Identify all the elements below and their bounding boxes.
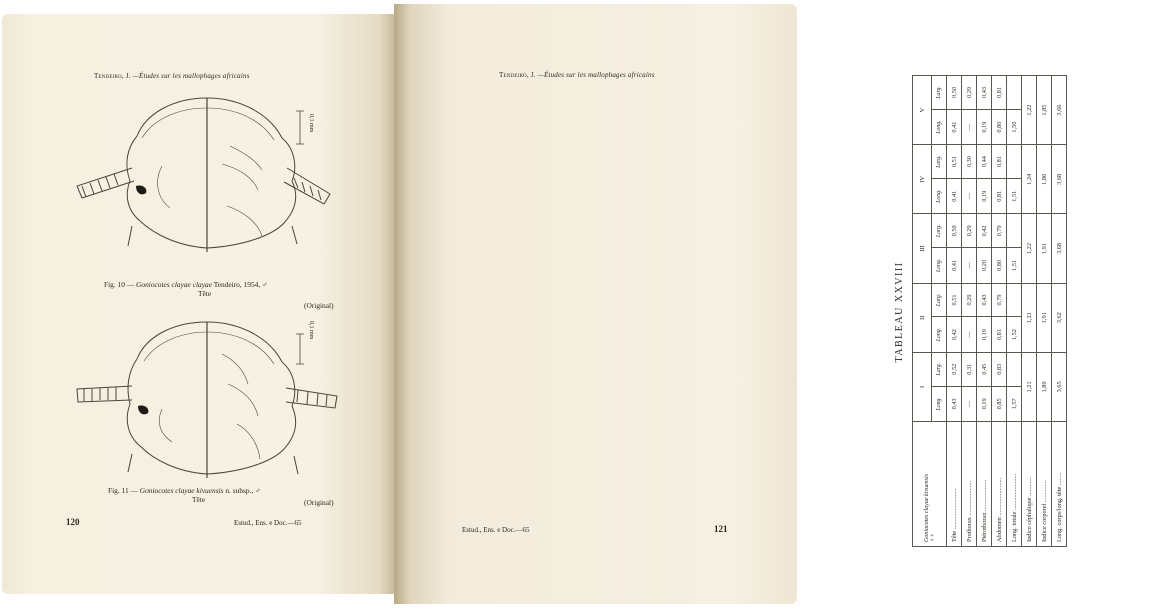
table-cell: 0,20 (977, 248, 992, 283)
figure-10-subtitle: Tête (198, 289, 212, 298)
table-cell: 1,50 (1007, 109, 1022, 144)
table-cell: 0,42 (977, 214, 992, 248)
running-head-left (94, 72, 250, 80)
table-cell: 0,80 (992, 248, 1007, 283)
table-title: TABLEAU XXVIII (894, 261, 905, 363)
index-cell: 3,65 (1052, 352, 1067, 421)
subheader-long: Long. (932, 386, 947, 421)
table-cell: 0,83 (992, 352, 1007, 386)
index-cell: 3,66 (1052, 76, 1067, 145)
row-label: Indice corporel .............. (1037, 422, 1052, 547)
figure-10-author-year: Tendeiro, 1954, ♂ (213, 280, 268, 289)
running-head-title: —Études sur les mallophages africains (132, 72, 250, 80)
subheader-long: Long. (932, 179, 947, 214)
table-cell: 0,19 (977, 386, 992, 421)
footer-right: Estud., Ens. e Doc.—65 (462, 526, 530, 534)
right-page (394, 4, 1063, 604)
figure-11-caption: Fig. 11 — Goniocotes clayae kivuensis n. subsp., ♂ (108, 486, 261, 495)
subheader-long: Long. (932, 317, 947, 352)
figure-10-species: Goniocotes clayae clayae (136, 280, 212, 289)
table-cell: 0,29 (962, 214, 977, 248)
table-cell: 0,51 (947, 283, 962, 317)
running-head-author: Tendeiro, J. (94, 72, 131, 80)
figure-11-subtitle: Tête (192, 495, 206, 504)
table-cell (1007, 352, 1022, 386)
table-row (977, 76, 992, 547)
table-cell: 0,52 (947, 352, 962, 386)
table-row (962, 76, 977, 547)
table-cell: 0,79 (992, 214, 1007, 248)
table-cell: 0,29 (962, 76, 977, 110)
table-cell: 1,57 (1007, 386, 1022, 421)
table-cell: 0,19 (977, 317, 992, 352)
index-cell: 1,22 (1022, 76, 1037, 145)
table-cell: 0,43 (977, 76, 992, 110)
table-cell: 0,41 (947, 109, 962, 144)
row-label: Abdomen ........................ (992, 422, 1007, 547)
left-page (2, 14, 394, 594)
index-cell: 1,22 (1022, 214, 1037, 283)
table-cell: — (962, 179, 977, 214)
table-cell: 0,43 (977, 283, 992, 317)
table-cell: 0,81 (992, 179, 1007, 214)
row-label: Long. corps/long. tête ........ (1052, 422, 1067, 547)
index-cell: 1,89 (1037, 352, 1052, 421)
table-cell: — (962, 317, 977, 352)
index-rows (1022, 76, 1067, 547)
table-cell (1007, 283, 1022, 317)
table-cell: 0,50 (947, 76, 962, 110)
figure-10-label: Fig. 10 (104, 280, 125, 289)
table-row (1007, 76, 1022, 547)
index-row (1037, 76, 1052, 547)
table-cell: 0,31 (962, 352, 977, 386)
table-cell: 0,19 (977, 109, 992, 144)
index-cell: 3,68 (1052, 214, 1067, 283)
table-row (947, 76, 962, 547)
table-cell: 0,19 (977, 179, 992, 214)
table-cell: 0,79 (992, 283, 1007, 317)
index-cell: 1,21 (1022, 283, 1037, 352)
figure-10-source: (Original) (304, 301, 334, 310)
running-head-right (499, 71, 655, 79)
figure-11-species: Goniocotes clayae kivuensis (139, 486, 224, 495)
group-header: II (913, 283, 932, 352)
running-head-author: Tendeiro, J. (499, 71, 536, 79)
figure-10-caption: Fig. 10 — Goniocotes clayae clayae Tendeiro, 1954, ♂ (104, 280, 268, 289)
table-cell: 1,52 (1007, 317, 1022, 352)
figure-11-source: (Original) (304, 498, 334, 507)
table-cell: 0,81 (992, 145, 1007, 179)
table-cell (1007, 214, 1022, 248)
table-cell: 0,29 (962, 283, 977, 317)
table-cell: 0,81 (992, 76, 1007, 110)
running-head-title: —Études sur les mallophages africains (537, 71, 655, 79)
index-cell: 1,85 (1037, 76, 1052, 145)
figure-10-scale-label: 0,1 mm (308, 114, 314, 133)
group-header: IV (913, 145, 932, 214)
row-label: Tête .......................... (947, 422, 962, 547)
measurements-table (912, 75, 1067, 547)
index-cell: 3,62 (1052, 283, 1067, 352)
table-cell: 1,51 (1007, 248, 1022, 283)
species-name: Goniocotes clayae kivuensis (923, 474, 930, 542)
figure-11-label: Fig. 11 (108, 486, 129, 495)
subheader-larg: Larg. (932, 283, 947, 317)
index-cell: 1,86 (1037, 145, 1052, 214)
table-cell: 0,44 (977, 145, 992, 179)
subheader-larg: Larg. (932, 352, 947, 386)
table-species-header (913, 422, 947, 547)
table-cell: 0,50 (947, 214, 962, 248)
index-cell: 1,91 (1037, 214, 1052, 283)
figure-11-subspecies: n. subsp., ♂ (225, 486, 261, 495)
subheader-long: Long. (932, 248, 947, 283)
table-cell: 0,42 (947, 317, 962, 352)
index-cell: 1,24 (1022, 145, 1037, 214)
figure-11-head-drawing (62, 314, 352, 494)
row-label: Prothorax ...................... (962, 422, 977, 547)
table-cell: — (962, 109, 977, 144)
row-label: Ptérothorax .................... (977, 422, 992, 547)
table-cell: 0,41 (947, 179, 962, 214)
table-cell: 0,80 (992, 109, 1007, 144)
table-cell: 0,30 (962, 145, 977, 179)
measure-rows (947, 76, 1022, 547)
group-header: V (913, 76, 932, 145)
table-cell (1007, 76, 1022, 110)
table-cell (1007, 145, 1022, 179)
row-label: Indice céphalique ............ (1022, 422, 1037, 547)
group-header: I (913, 352, 932, 421)
subheader-larg: Larg. (932, 214, 947, 248)
index-cell: 1,91 (1037, 283, 1052, 352)
footer-left: Estud., Ens. e Doc.—65 (234, 519, 302, 527)
rotated-table-block (894, 75, 1149, 549)
table-cell: — (962, 386, 977, 421)
row-label: Long. totale ....................... (1007, 422, 1022, 547)
table-row (992, 76, 1007, 547)
index-cell: 3,68 (1052, 145, 1067, 214)
subheader-larg: Larg. (932, 145, 947, 179)
table-cell: 0,43 (947, 386, 962, 421)
page-number-left: 120 (66, 517, 80, 527)
table-cell: — (962, 248, 977, 283)
figure-11-scale-label: 0,1 mm (308, 321, 314, 340)
subheader-long: Long. (932, 109, 947, 144)
index-row (1022, 76, 1037, 547)
sex-symbol: ♀♀ (929, 533, 936, 542)
table-cell: 0,85 (992, 386, 1007, 421)
table-cell: 1,51 (1007, 179, 1022, 214)
table-cell: 0,45 (977, 352, 992, 386)
group-header: III (913, 214, 932, 283)
index-row (1052, 76, 1067, 547)
page-number-right: 121 (714, 524, 728, 534)
table-cell: 0,41 (947, 248, 962, 283)
table-cell: 0,81 (992, 317, 1007, 352)
subheader-larg: Larg. (932, 76, 947, 110)
index-cell: 1,21 (1022, 352, 1037, 421)
figure-10-head-drawing (62, 86, 352, 266)
table-cell: 0,51 (947, 145, 962, 179)
